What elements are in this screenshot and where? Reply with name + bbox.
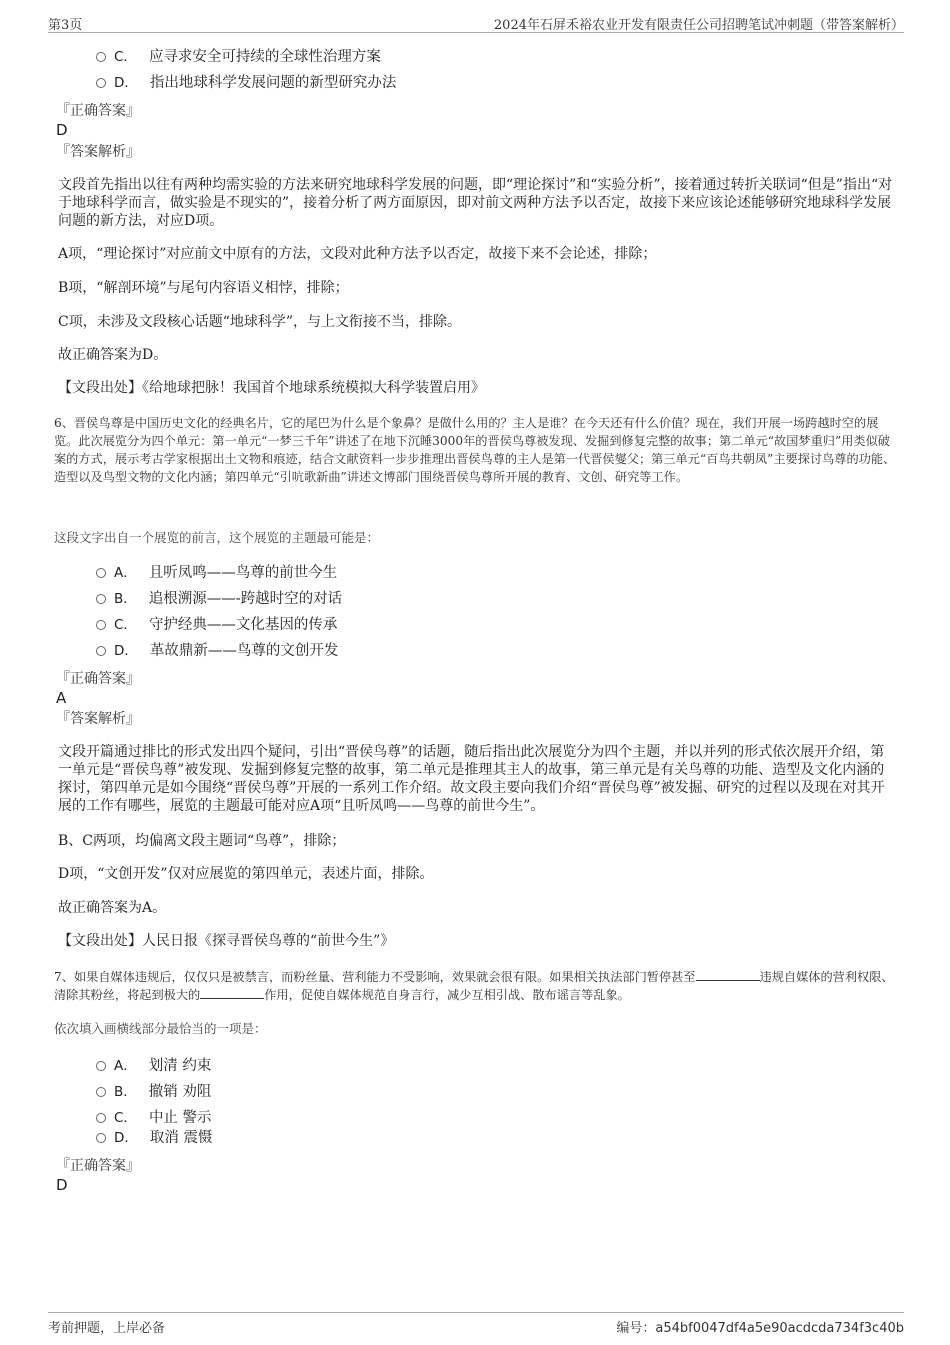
- radio-icon[interactable]: [96, 1087, 106, 1097]
- page-footer: [48, 1312, 904, 1337]
- q5-line-c: C项，未涉及文段核心话题“地球科学”，与上文衔接不当，排除。: [58, 314, 462, 330]
- q6-conclusion: 故正确答案为A。: [58, 900, 167, 916]
- radio-icon[interactable]: [96, 594, 106, 604]
- q7-prompt: 依次填入画横线部分最恰当的一项是：: [54, 1021, 267, 1036]
- q6-option-b[interactable]: B． 追根溯源——-跨越时空的对话: [96, 589, 342, 609]
- q7-answer: D: [56, 1176, 68, 1194]
- q6-analysis: 文段开篇通过排比的形式发出四个疑问，引出“晋侯鸟尊”的话题，随后指出此次展览分为四个主题，并以并列的形式依次展开介绍，第一单元是“晋侯鸟尊”被发现、发掘到修复完整的故事，第二单元是推理其主人的故事，第三单元是有关鸟尊的功能、造型及文化内涵的探讨，第四单元是如今围绕“晋侯鸟尊”开展的一系列工作介绍。故文段主要向我们介绍“晋侯鸟尊”被发掘、研究的过程以及现在对其开展的工作有哪些，展览的主题最可能对应A项“且听凤鸣——鸟尊的前世今生”。: [58, 744, 885, 814]
- page-number: 第3页: [48, 18, 83, 33]
- radio-icon[interactable]: [96, 1113, 106, 1123]
- q6-answer-label: 『正确答案』: [56, 671, 140, 687]
- document-code: 编号：a54bf0047df4a5e90acdcda734f3c40b: [616, 1321, 904, 1336]
- radio-icon[interactable]: [96, 646, 106, 656]
- q5-answer: D: [56, 121, 68, 139]
- q6-source: 【文段出处】人民日报《探寻晋侯鸟尊的“前世今生”》: [58, 933, 395, 949]
- q7-answer-label: 『正确答案』: [56, 1158, 140, 1174]
- q7-question-text: 7、如果自媒体违规后，仅仅只是被禁言，而粉丝量、营利能力不受影响，效果就会很有限。如果相关执法部门暂停甚至 违规自媒体的营利权限、清除其粉丝，将起到极大的 作用，促使自媒体规范自身言行，减少互相引战、散布谣言等乱象。: [54, 970, 894, 1002]
- q6-line-d: D项，“文创开发”仅对应展览的第四单元，表述片面，排除。: [58, 866, 434, 882]
- q5-analysis-label: 『答案解析』: [56, 144, 140, 160]
- radio-icon[interactable]: [96, 78, 106, 88]
- q7-option-d[interactable]: D． 取消 震慑: [96, 1128, 213, 1148]
- radio-icon[interactable]: [96, 52, 106, 62]
- q5-option-d[interactable]: D． 指出地球科学发展问题的新型研究办法: [96, 73, 396, 93]
- radio-icon[interactable]: [96, 620, 106, 630]
- q6-answer: A: [56, 689, 67, 707]
- q5-source: 【文段出处】《给地球把脉！我国首个地球系统模拟大科学装置启用》: [58, 380, 485, 396]
- q6-option-d[interactable]: D． 革故鼎新——鸟尊的文创开发: [96, 641, 338, 661]
- radio-icon[interactable]: [96, 1133, 106, 1143]
- q6-option-c[interactable]: C． 守护经典——文化基因的传承: [96, 615, 337, 635]
- footer-slogan: 考前押题，上岸必备: [48, 1321, 166, 1336]
- fill-blank-1: [696, 968, 760, 981]
- fill-blank-2: [200, 986, 264, 999]
- q5-line-a: A项，“理论探讨”对应前文中原有的方法，文段对此种方法予以否定，故接下来不会论述，排除；: [58, 246, 657, 262]
- q5-analysis: 文段首先指出以往有两种均需实验的方法来研究地球科学发展的问题，即“理论探讨”和“实验分析”，接着通过转折关联词“但是”指出“对于地球科学而言，做实验是不现实的”，接着分析了两方面原因，即对前文两种方法予以否定，故接下来应该论述能够研究地球科学发展问题的新方法，对应D项。: [58, 177, 893, 229]
- q6-line-bc: B、C两项，均偏离文段主题词“鸟尊”，排除；: [58, 833, 346, 849]
- q6-question-text: 6、晋侯鸟尊是中国历史文化的经典名片，它的尾巴为什么是个象鼻？是做什么用的？主人是谁？在今天还有什么价值？现在，我们开展一场跨越时空的展览。此次展览分为四个单元：第一单元“一梦三千年”讲述了在地下沉睡3000年的晋侯鸟尊被发现、发掘到修复完整的故事；第二单元“故国梦重归”用类似破案的方式，展示考古学家根据出土文物和痕迹，结合文献资料一步步推理出晋侯鸟尊的主人是第一代晋侯燮父；第三单元“百鸟共朝凤”主要探讨鸟尊的功能、造型以及鸟型文物的文化内涵；第四单元“引吭歌新曲”讲述文博部门围绕晋侯鸟尊所开展的教育、文创、研究等工作。: [54, 416, 896, 484]
- q7-option-b[interactable]: B． 撤销 劝阻: [96, 1082, 211, 1102]
- q5-answer-label: 『正确答案』: [56, 103, 140, 119]
- page-header: [48, 12, 904, 33]
- radio-icon[interactable]: [96, 568, 106, 578]
- q6-analysis-label: 『答案解析』: [56, 711, 140, 727]
- q5-option-c[interactable]: C． 应寻求安全可持续的全球性治理方案: [96, 47, 381, 67]
- q5-line-b: B项，“解剖环境”与尾句内容语义相悖，排除；: [58, 280, 349, 296]
- q6-prompt: 这段文字出自一个展览的前言，这个展览的主题最可能是：: [54, 530, 380, 545]
- q5-conclusion: 故正确答案为D。: [58, 347, 168, 363]
- q7-option-a[interactable]: A． 划清 约束: [96, 1056, 211, 1076]
- radio-icon[interactable]: [96, 1061, 106, 1071]
- q6-option-a[interactable]: A． 且听凤鸣——鸟尊的前世今生: [96, 563, 337, 583]
- document-title: 2024年石屏禾裕农业开发有限责任公司招聘笔试冲刺题（带答案解析）: [493, 18, 904, 33]
- q7-option-c[interactable]: C． 中止 警示: [96, 1108, 212, 1128]
